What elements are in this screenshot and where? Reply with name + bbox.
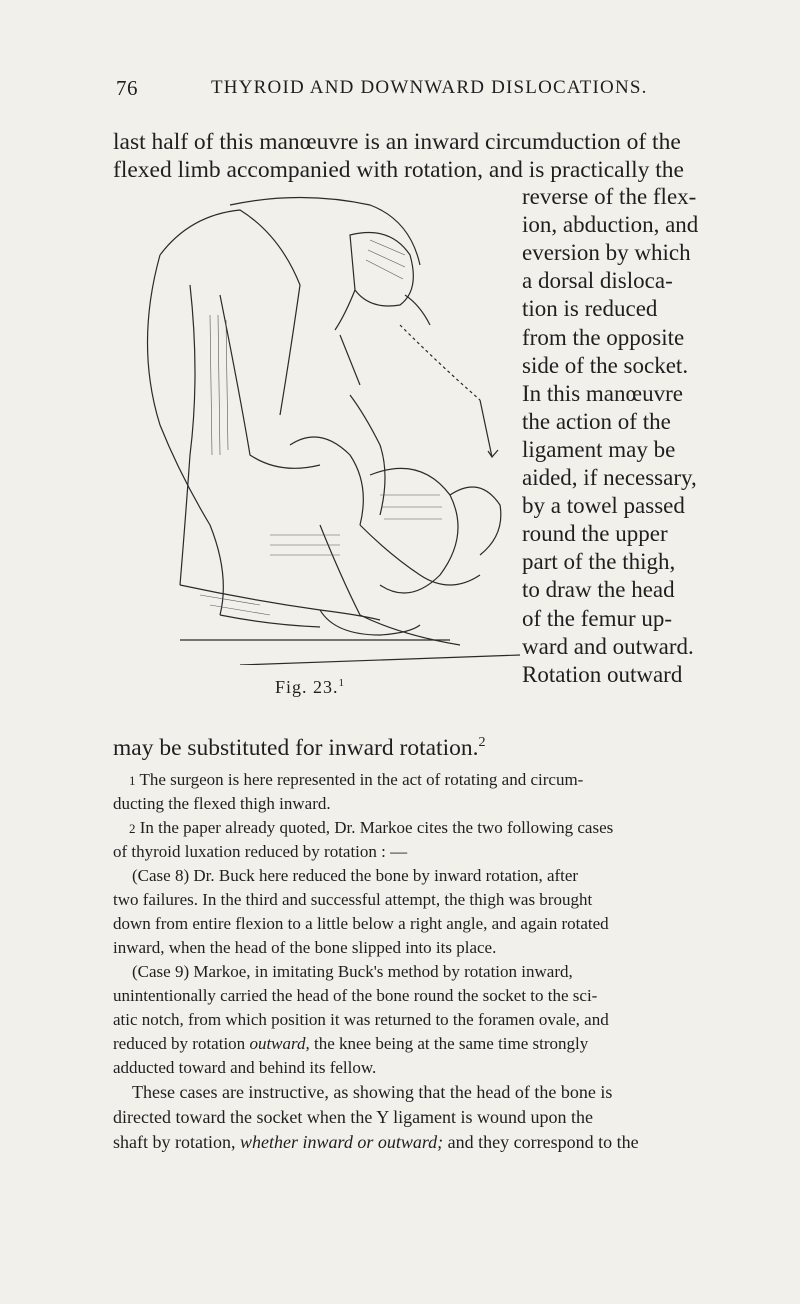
paragraph-wrap-line: the action of the [522, 408, 671, 434]
footnote-line: inward, when the head of the bone slipped into its place. [113, 938, 497, 957]
paragraph-wrap-line: of the femur up- [522, 605, 673, 631]
paragraph-wrap-line: ward and outward. [522, 633, 694, 659]
running-header [116, 76, 736, 106]
paragraph-wrap-line: by a towel passed [522, 493, 685, 519]
footnote-line: (Case 9) Markoe, in imitating Buck's method by rotation inward, [132, 962, 573, 981]
footnote-emphasis: outward, [249, 1034, 310, 1053]
paragraph-wrap-line: tion is reduced [522, 296, 658, 322]
page-number: 76 [116, 76, 138, 100]
paragraph-wrap-line: eversion by which [522, 240, 691, 266]
footnote-line: unintentionally carried the head of the bone round the socket to the sci- [113, 986, 598, 1005]
paragraph-line: last half of this manœuvre is an inward circumduction of the [113, 129, 681, 155]
paragraph-wrap-line: to draw the head [522, 577, 675, 603]
paragraph-wrap-line: In this manœuvre [522, 380, 683, 406]
footnote-line: These cases are instructive, as showing that the head of the bone is [132, 1082, 613, 1102]
footnote-line [113, 1132, 743, 1152]
footnote-line [113, 1034, 743, 1054]
footnote-line: down from entire flexion to a little below a right angle, and again rotated [113, 914, 609, 933]
footnote-line: ducting the flexed thigh inward. [113, 794, 331, 813]
paragraph-wrap-line: ligament may be [522, 436, 676, 462]
footnote-line: two failures. In the third and successful attempt, the thigh was brought [113, 890, 593, 909]
footnote-line: atic notch, from which position it was returned to the foramen ovale, and [113, 1010, 609, 1029]
paragraph-last-line [113, 728, 738, 762]
paragraph-wrap-line: reverse of the flex- [522, 184, 697, 209]
footnote-mark: 2 [129, 821, 136, 836]
footnote-text: reduced by rotation [113, 1034, 250, 1053]
footnote-ref-1[interactable]: 1 [338, 677, 346, 689]
footnote-text: and they correspond to the [443, 1132, 639, 1152]
footnote-line: (Case 8) Dr. Buck here reduced the bone by inward rotation, after [132, 866, 579, 885]
paragraph-last-line-text: may be substituted for inward rotation. [113, 734, 479, 761]
paragraph-wrap-line: part of the thigh, [522, 549, 676, 575]
figure-caption [275, 677, 345, 698]
paragraph-wrap-line: Rotation outward [522, 661, 683, 687]
footnote-ref-2[interactable]: 2 [478, 734, 486, 750]
footnote-text: shaft by rotation, [113, 1132, 240, 1152]
footnote-2 [113, 818, 743, 839]
caption-text: Fig. 23. [275, 677, 339, 697]
footnote-line: directed toward the socket when the Y ligament is wound upon the [113, 1107, 594, 1127]
paragraph-wrap-line: ion, abduction, and [522, 212, 699, 238]
footnote-line: of thyroid luxation reduced by rotation : — [113, 842, 408, 861]
footnote-1 [113, 770, 743, 791]
paragraph-wrap-line: round the upper [522, 521, 668, 547]
paragraph-wrap-line: from the opposite [522, 324, 685, 350]
paragraph-wrap-line: side of the socket. [522, 352, 689, 378]
footnote-line: adducted toward and behind its fellow. [113, 1058, 377, 1077]
surgeon-reducing-thyroid-dislocation-illustration [120, 195, 520, 665]
footnote-line: The surgeon is here represented in the act of rotating and circum- [139, 770, 584, 789]
footnote-emphasis: whether inward or outward; [239, 1132, 444, 1152]
footnote-text: the knee being at the same time strongly [309, 1034, 589, 1053]
paragraph-line: flexed limb accompanied with rotation, and is practically the [113, 157, 684, 183]
footnote-mark: 1 [129, 773, 136, 788]
paragraph-wrap-line: a dorsal disloca- [522, 268, 673, 294]
footnote-line: In the paper already quoted, Dr. Markoe cites the two following cases [139, 818, 614, 837]
paragraph-wrap-line: aided, if necessary, [522, 465, 697, 490]
running-title: THYROID AND DOWNWARD DISLOCATIONS. [211, 77, 648, 98]
